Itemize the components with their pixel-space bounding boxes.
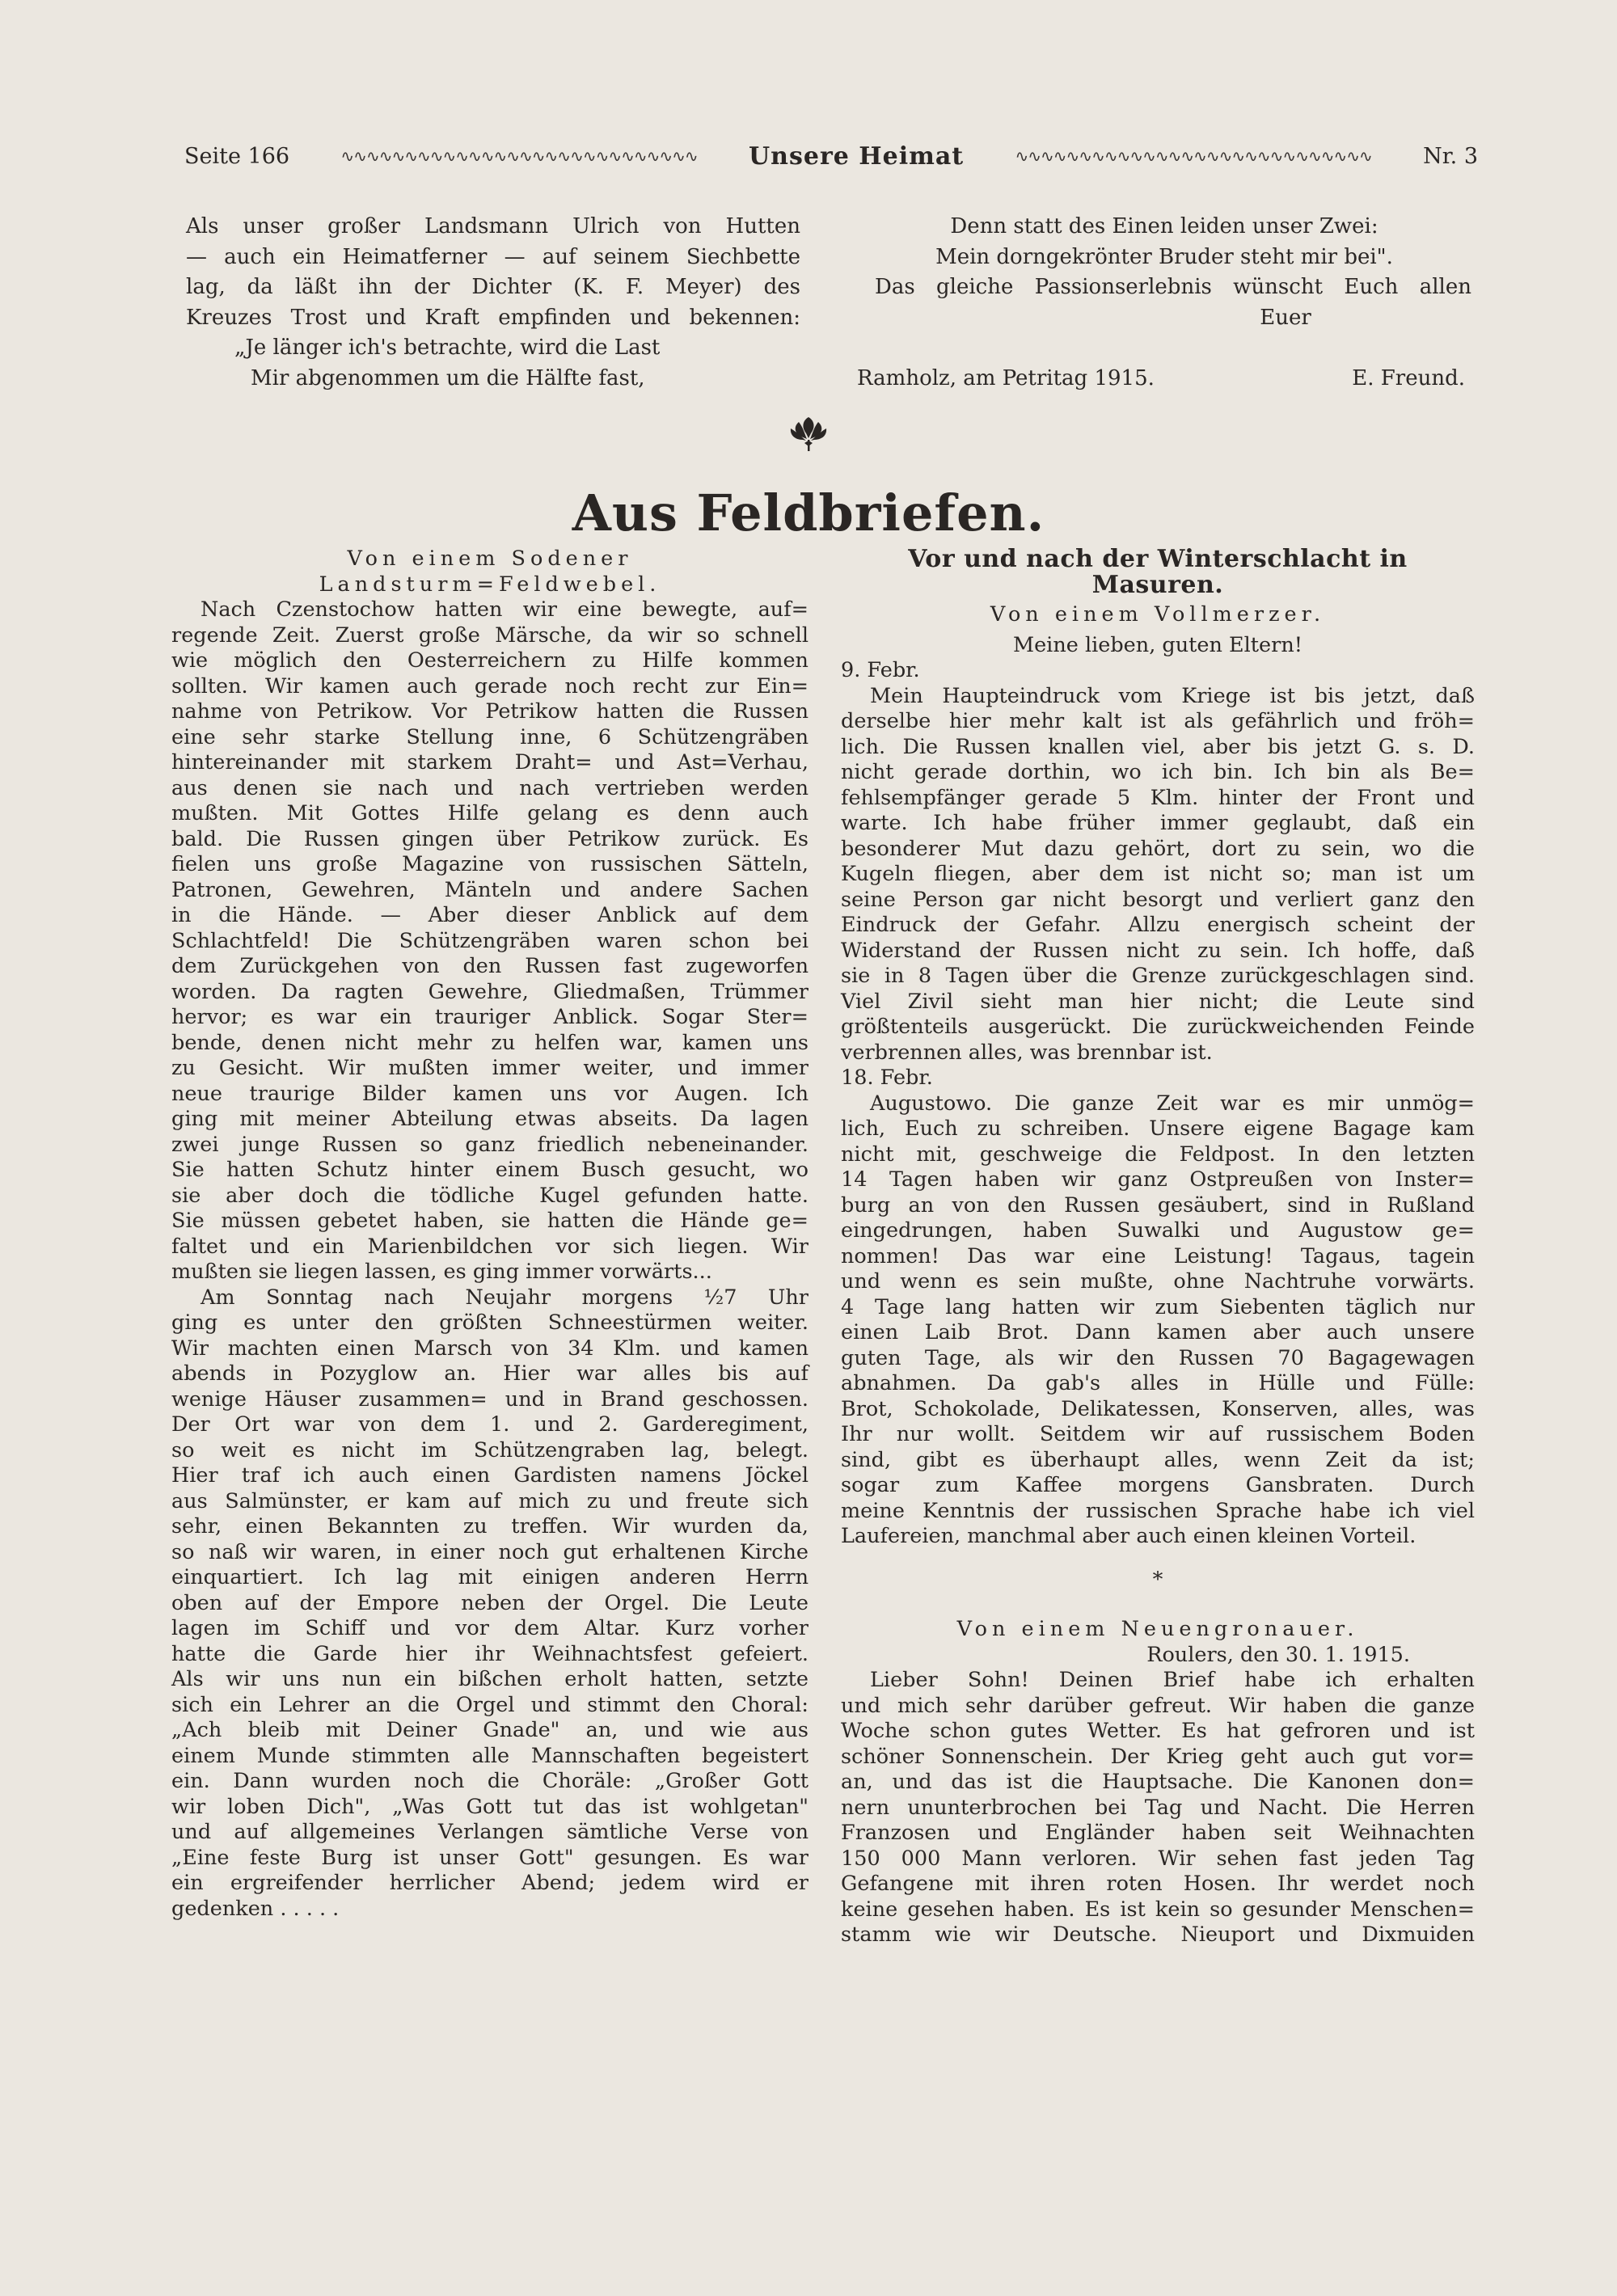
- text-line: mußten. Mit Gottes Hilfe gelang es denn auch: [171, 801, 808, 825]
- text-line: nern ununterbrochen bei Tag und Nacht. Die Herren: [841, 1795, 1475, 1820]
- text-line: mußten sie liegen lassen, es ging immer vorwärts...: [171, 1260, 712, 1284]
- verse-line: Mir abgenommen um die Hälfte fast,: [251, 365, 645, 390]
- text-line: bald. Die Russen gingen über Petrikow zurück. Es: [171, 826, 808, 851]
- text-line: so naß wir waren, in einer noch gut erhaltenen Kirche: [171, 1539, 808, 1564]
- salutation: Meine lieben, guten Eltern!: [1012, 632, 1302, 657]
- paragraph: [171, 1285, 808, 1922]
- text-line: Mein Haupteindruck vom Kriege ist bis jetzt, daß: [870, 683, 1475, 708]
- text-line: Hier traf ich auch einen Gardisten namens Jöckel: [171, 1463, 808, 1488]
- verse-line: Denn statt des Einen leiden unser Zwei:: [950, 214, 1378, 238]
- wave-ornament-icon: ∿∿∿∿∿∿∿∿∿∿∿∿∿∿∿∿∿∿∿∿∿∿∿∿∿∿∿∿: [340, 150, 698, 162]
- text-line: Viel Zivil sieht man hier nicht; die Leute sind: [841, 989, 1475, 1014]
- text-line: Sie müssen gebetet haben, sie hatten die Hände ge=: [171, 1209, 808, 1233]
- text-line: sind, gibt es überhaupt alles, wenn Zeit da ist;: [841, 1447, 1475, 1472]
- text-line: — auch ein Heimatferner — auf seinem Siechbette: [186, 244, 800, 269]
- paragraph: [841, 1091, 1475, 1550]
- date-line: 9. Febr.: [841, 658, 920, 682]
- text-line: ein ergreifender herrlicher Abend; jedem wird er: [171, 1871, 808, 1895]
- text-line: meine Kenntnis der russischen Sprache habe ich viel: [841, 1498, 1475, 1523]
- text-line: wir loben Dich", „Was Gott tut das ist wohlgetan": [171, 1794, 808, 1819]
- place-date: Ramholz, am Petritag 1915.: [857, 366, 1155, 390]
- text-line: Am Sonntag nach Neujahr morgens ½7 Uhr: [201, 1285, 808, 1310]
- text-line: Als wir uns nun ein bißchen erholt hatten, setzte: [171, 1667, 808, 1691]
- text-line: Patronen, Gewehren, Mänteln und andere Sachen: [171, 877, 808, 902]
- text-line: und mich sehr darüber gefreut. Wir haben die ganze: [841, 1693, 1475, 1718]
- text-line: Wir machten einen Marsch von 34 Klm. und kamen: [171, 1336, 808, 1361]
- verse-line: Mein dorngekrönter Bruder steht mir bei".: [935, 244, 1393, 269]
- text-line: 14 Tagen haben wir ganz Ostpreußen von Inster=: [841, 1167, 1475, 1192]
- text-line: sie in 8 Tagen über die Grenze zurückgeschlagen sind.: [841, 964, 1475, 988]
- running-header: [184, 136, 1478, 176]
- text-line: Eindruck der Gefahr. Allzu energisch scheint der: [841, 913, 1475, 937]
- text-line: abends in Pozyglow an. Hier war alles bis auf: [171, 1361, 808, 1386]
- text-line: nicht mit, geschweige die Feldpost. In den letzten: [841, 1142, 1475, 1167]
- text-line: sich ein Lehrer an die Orgel und stimmt den Choral:: [171, 1692, 808, 1717]
- text-line: hintereinander mit starkem Draht= und Ast=Verhau,: [171, 750, 808, 774]
- text-line: lich, Euch zu schreiben. Unsere eigene Bagage kam: [841, 1116, 1475, 1141]
- paragraph: [841, 1668, 1475, 1948]
- publication-title: Unsere Heimat: [749, 141, 965, 171]
- text-line: in die Hände. — Aber dieser Anblick auf dem: [171, 903, 808, 927]
- text-line: besonderer Mut dazu gehört, dort zu sein, wo die: [841, 836, 1475, 861]
- text-line: lagen im Schiff und vor dem Altar. Kurz vorher: [171, 1616, 808, 1640]
- text-line: stamm wie wir Deutsche. Nieuport und Dixmuiden: [841, 1922, 1475, 1947]
- place-date: Roulers, den 30. 1. 1915.: [1146, 1642, 1410, 1667]
- text-line: Schlachtfeld! Die Schützengräben waren schon bei: [171, 928, 808, 953]
- text-line: guten Tage, als wir den Russen 70 Bagagewagen: [841, 1345, 1475, 1370]
- text-line: Augustowo. Die ganze Zeit war es mir unmög=: [870, 1091, 1475, 1116]
- article-heading: Landsturm=Feldwebel.: [319, 572, 661, 597]
- text-line: Sie hatten Schutz hinter einem Busch gesucht, wo: [171, 1158, 808, 1182]
- right-article: [841, 547, 1475, 1948]
- text-line: Kugeln fliegen, aber dem ist nicht so; man ist um: [841, 862, 1475, 886]
- text-line: faltet und ein Marienbildchen vor sich liegen. Wir: [171, 1234, 808, 1259]
- left-article: [171, 547, 808, 1922]
- text-line: Brot, Schokolade, Delikatessen, Konserven, alles, was: [841, 1396, 1475, 1421]
- text-line: Ihr nur wollt. Seitdem wir auf russischem Boden: [841, 1422, 1475, 1446]
- text-line: größtenteils ausgerückt. Die zurückweichenden Feinde: [841, 1015, 1475, 1039]
- text-line: nicht gerade dorthin, wo ich bin. Ich bin als Be=: [841, 760, 1475, 784]
- text-line: abnahmen. Da gab's alles in Hülle und Fülle:: [841, 1371, 1475, 1395]
- text-line: Lieber Sohn! Deinen Brief habe ich erhalten: [870, 1668, 1475, 1692]
- text-line: worden. Da ragten Gewehre, Gliedmaßen, Trümmer: [171, 979, 808, 1004]
- text-line: Der Ort war von dem 1. und 2. Garderegiment,: [171, 1412, 808, 1437]
- paragraph: [841, 684, 1475, 1066]
- text-line: Das gleiche Passionserlebnis wünscht Euch allen: [875, 275, 1471, 299]
- text-line: nahme von Petrikow. Vor Petrikow hatten die Russen: [171, 699, 808, 724]
- date-line: 18. Febr.: [841, 1066, 933, 1090]
- text-line: zu Gesicht. Wir mußten immer weiter, und immer: [171, 1056, 808, 1080]
- text-line: Kreuzes Trost und Kraft empfinden und bekennen:: [186, 305, 800, 330]
- wave-ornament-icon: ∿∿∿∿∿∿∿∿∿∿∿∿∿∿∿∿∿∿∿∿∿∿∿∿∿∿∿∿: [1015, 150, 1372, 162]
- byline: Von einem Neuengronauer.: [956, 1617, 1359, 1641]
- text-line: einen Laib Brot. Dann kamen aber auch unsere: [841, 1320, 1475, 1344]
- byline: Von einem Vollmerzer.: [990, 602, 1326, 627]
- text-line: lag, da läßt ihn der Dichter (K. F. Meyer) des: [186, 275, 800, 299]
- text-line: einem Munde stimmten alle Mannschaften begeistert: [171, 1743, 808, 1768]
- text-line: einquartiert. Ich lag mit einigen anderen Herrn: [171, 1565, 808, 1589]
- text-line: sollten. Wir kamen auch gerade noch recht zur Ein=: [171, 673, 808, 699]
- text-line: Franzosen und Engländer haben seit Weihnachten: [841, 1821, 1475, 1845]
- text-line: seine Person gar nicht besorgt und verliert ganz den: [841, 887, 1475, 912]
- text-line: neue traurige Bilder kamen uns vor Augen. Ich: [171, 1081, 808, 1106]
- text-line: aus Salmünster, er kam auf mich zu und freute sich: [171, 1488, 808, 1513]
- text-line: Woche schon gutes Wetter. Es hat gefroren und ist: [841, 1719, 1475, 1743]
- text-line: ging mit meiner Abteilung etwas abseits. Da lagen: [171, 1107, 808, 1131]
- text-line: Gefangene mit ihren roten Hosen. Ihr werdet noch: [841, 1872, 1475, 1896]
- text-line: ging es unter den größten Schneestürmen weiter.: [171, 1310, 808, 1335]
- text-line: bende, denen nicht mehr zu helfen war, kamen uns: [171, 1030, 808, 1055]
- text-line: „Eine feste Burg ist unser Gott" gesungen. Es war: [171, 1845, 808, 1870]
- text-line: „Ach bleib mit Deiner Gnade" an, und wie aus: [171, 1718, 808, 1742]
- text-line: ein. Dann wurden noch die Choräle: „Großer Gott: [171, 1769, 808, 1793]
- issue-number: Nr. 3: [1423, 143, 1479, 169]
- text-line: und wenn es sein mußte, ohne Nachtruhe vorwärts.: [841, 1269, 1475, 1294]
- text-line: 150 000 Mann verloren. Wir sehen fast jeden Tag: [841, 1846, 1475, 1871]
- separator-star: *: [1152, 1567, 1163, 1592]
- text-line: an, und das ist die Hauptsache. Die Kanonen don=: [841, 1770, 1475, 1794]
- article-heading: Von einem Sodener: [347, 547, 633, 571]
- text-line: wenige Häuser zusammen= und in Brand geschossen.: [171, 1386, 808, 1412]
- text-line: sehr, einen Bekannten zu treffen. Wir wurden da,: [171, 1514, 808, 1538]
- closing: Euer: [1260, 305, 1311, 330]
- text-line: eine sehr starke Stellung inne, 6 Schützengräben: [171, 724, 808, 749]
- text-line: Widerstand der Russen nicht zu sein. Ich hoffe, daß: [841, 938, 1475, 963]
- text-line: fielen uns große Magazine von russischen Sätteln,: [171, 852, 808, 876]
- text-line: 4 Tage lang hatten wir zum Siebenten täglich nur: [841, 1294, 1475, 1319]
- text-line: Nach Czenstochow hatten wir eine bewegte, auf=: [201, 597, 808, 622]
- text-line: sogar zum Kaffee morgens Gansbraten. Durch: [841, 1473, 1475, 1497]
- page-number: Seite 166: [184, 143, 290, 169]
- text-line: wie möglich den Oesterreichern zu Hilfe kommen: [171, 648, 808, 673]
- text-line: und auf allgemeines Verlangen sämtliche Verse von: [171, 1820, 808, 1844]
- text-line: fehlsempfänger gerade 5 Klm. hinter der Front und: [841, 785, 1475, 810]
- intro-right-column: [857, 212, 1471, 395]
- text-line: sie aber doch die tödliche Kugel gefunden hatte.: [171, 1183, 808, 1208]
- text-line: lich. Die Russen knallen viel, aber bis jetzt G. s. D.: [841, 734, 1475, 759]
- text-line: derselbe hier mehr kalt ist als gefährlich und fröh=: [841, 709, 1475, 733]
- text-line: keine gesehen haben. Es ist kein so gesunder Menschen=: [841, 1897, 1475, 1922]
- text-line: oben auf der Empore neben der Orgel. Die Leute: [171, 1590, 808, 1615]
- intro-left-column: [186, 212, 800, 394]
- text-line: Als unser großer Landsmann Ulrich von Hutten: [186, 214, 800, 238]
- leaf-ornament-icon: [788, 414, 829, 454]
- text-line: hatte die Garde hier ihr Weihnachtsfest gefeiert.: [171, 1641, 808, 1666]
- text-line: warte. Ich habe früher immer geglaubt, daß ein: [841, 811, 1475, 835]
- signature: E. Freund.: [1352, 366, 1465, 390]
- text-line: zwei junge Russen so ganz friedlich nebeneinander.: [171, 1132, 808, 1157]
- article-heading: Vor und nach der Winterschlacht in Masuren.: [908, 545, 1408, 599]
- text-line: gedenken . . . . .: [171, 1896, 340, 1921]
- text-line: verbrennen alles, was brennbar ist.: [841, 1040, 1213, 1065]
- text-line: regende Zeit. Zuerst große Märsche, da wir so schnell: [171, 623, 808, 648]
- text-line: so weit es nicht im Schützengraben lag, belegt.: [171, 1437, 808, 1462]
- section-title: Aus Feldbriefen.: [572, 483, 1045, 542]
- text-line: burg an von den Russen gesäubert, sind in Rußland: [841, 1192, 1475, 1218]
- verse-line: „Je länger ich's betrachte, wird die Last: [234, 336, 661, 360]
- paragraph: [171, 597, 808, 1285]
- text-line: nommen! Das war eine Leistung! Tagaus, tagein: [841, 1243, 1475, 1268]
- text-line: dem Zurückgehen von den Russen fast zugeworfen: [171, 954, 808, 978]
- text-line: hervor; es war ein trauriger Anblick. Sogar Ster=: [171, 1005, 808, 1029]
- text-line: eingedrungen, haben Suwalki und Augustow ge=: [841, 1218, 1475, 1243]
- text-line: Laufereien, manchmal aber auch einen kleinen Vorteil.: [841, 1524, 1416, 1548]
- text-line: aus denen sie nach und nach vertrieben werden: [171, 775, 808, 800]
- text-line: schöner Sonnenschein. Der Krieg geht auch gut vor=: [841, 1744, 1475, 1769]
